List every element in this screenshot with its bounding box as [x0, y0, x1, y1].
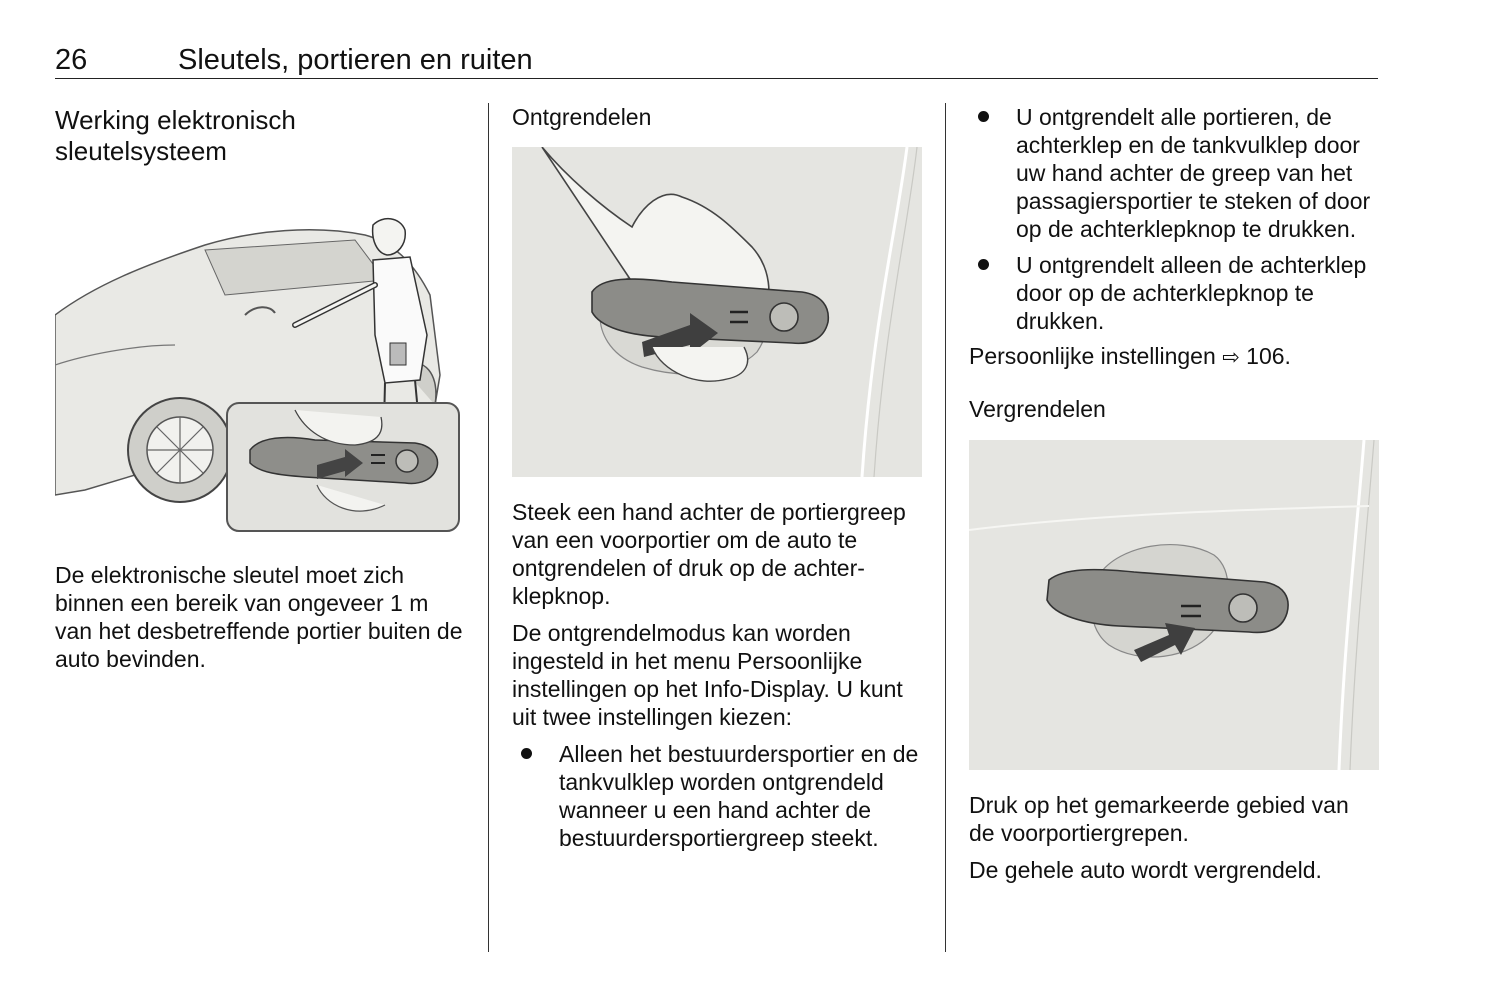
unlock-heading: Ontgrendelen: [512, 104, 652, 130]
column-2: [512, 103, 922, 852]
bullet-icon: [978, 259, 989, 270]
column-3: [969, 103, 1379, 884]
page-number: 26: [55, 44, 88, 76]
list-item: [512, 740, 922, 852]
lock-heading: Vergrendelen: [969, 396, 1106, 422]
page-title: Sleutels, portieren en ruiten: [178, 44, 533, 76]
unlock-options-list-continued: [969, 103, 1379, 335]
arrow-right-icon: ⇨: [1222, 346, 1240, 369]
unlock-mode-paragraph: De ontgrendelmodus kan worden ingesteld in het menu Persoonlijke instellingen op het Info-Display. U kunt uit twee instellingen kiezen:: [512, 620, 903, 730]
bullet-icon: [521, 748, 532, 759]
unlock-options-list: [512, 740, 922, 852]
lock-result-paragraph: De gehele auto wordt vergrendeld.: [969, 857, 1322, 883]
cross-reference-text: Persoonlijke instellingen: [969, 343, 1216, 369]
column-divider: [945, 103, 946, 952]
car-and-person-illustration: [55, 205, 465, 535]
list-item-text: U ontgrendelt alle portieren, de achterklep en de tankvulklep door uw hand achter de greep van het passagiersportier te steken of door op de achterklepknop te drukken.: [1016, 104, 1371, 242]
unlock-instruction-paragraph: Steek een hand achter de portiergreep van een voorportier om de auto te ontgrendelen of druk op de achterklepknop.: [512, 499, 906, 609]
cross-reference-page[interactable]: 106.: [1246, 343, 1291, 369]
section-heading: Werking elektronisch sleutelsysteem: [55, 105, 296, 166]
hand-behind-door-handle-illustration: [512, 147, 922, 477]
list-item-text: U ontgrendelt alleen de achterklep door op de achterklepknop te drukken.: [1016, 252, 1367, 334]
list-item: [969, 251, 1379, 335]
list-item-text: Alleen het bestuurdersportier en de tankvulklep worden ontgrendeld wanneer u een hand achter de bestuurdersportiergreep steekt.: [559, 741, 919, 851]
page-header: [55, 42, 1378, 79]
cross-reference: [969, 342, 1379, 372]
range-paragraph: De elektronische sleutel moet zich binnen een bereik van ongeveer 1 m van het desbetreffende portier buiten de auto bevinden.: [55, 562, 463, 672]
column-divider: [488, 103, 489, 952]
column-1: [55, 103, 467, 673]
bullet-icon: [978, 111, 989, 122]
door-handle-press-illustration: [969, 440, 1379, 770]
list-item: [969, 103, 1379, 243]
lock-instruction-paragraph: Druk op het gemarkeerde gebied van de voorportiergrepen.: [969, 792, 1349, 846]
